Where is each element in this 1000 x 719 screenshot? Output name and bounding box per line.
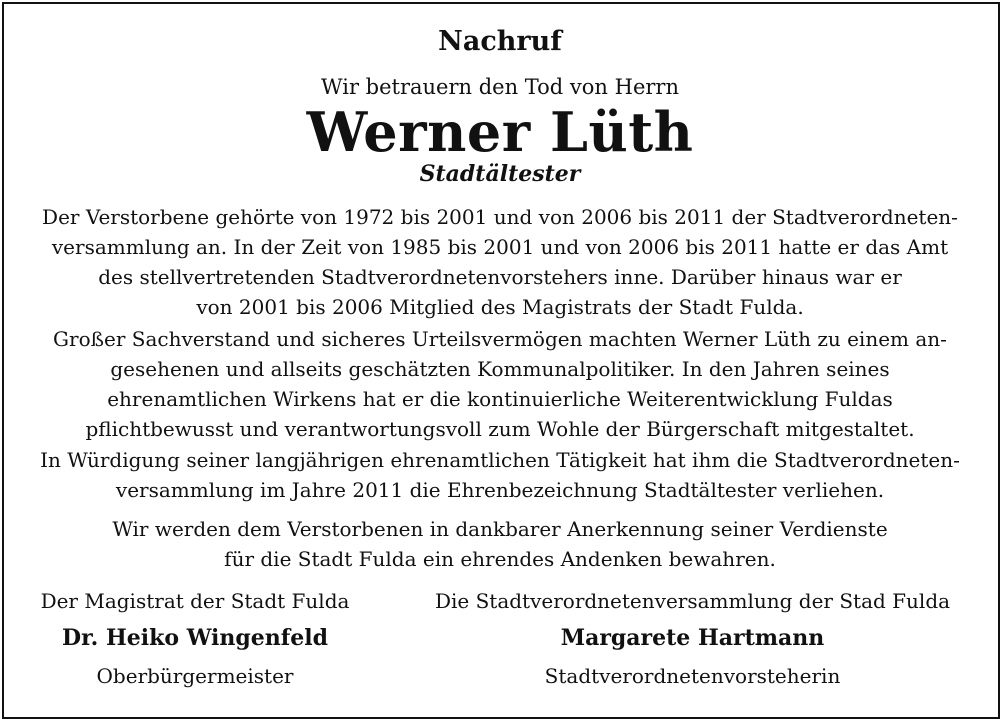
text-line: versammlung an. In der Zeit von 1985 bis 2001 und von 2006 bis 2011 hatte er das Amt [51,235,949,259]
obituary-heading: Nachruf [438,26,562,57]
text-line: des stellvertretenden Stadtverordnetenvorstehers inne. Darüber hinaus war er [98,265,902,289]
text-line: Großer Sachverstand und sicheres Urteilsvermögen machten Werner Lüth zu einem an- [53,327,947,351]
text-line: In Würdigung seiner langjährigen ehrenamtlichen Tätigkeit hat ihm die Stadtverordneten- [40,448,960,472]
text-line: für die Stadt Fulda ein ehrendes Andenken bewahren. [224,547,776,571]
text-line: gesehenen und allseits geschätzten Kommunalpolitiker. In den Jahren seines [110,357,890,381]
signatory-organization: Der Magistrat der Stadt Fulda [40,589,350,613]
paragraph-closing [0,514,1000,574]
signatory-magistrat [0,586,390,691]
text-line: ehrenamtlichen Wirkens hat er die kontinuierliche Weiterentwicklung Fuldas [107,387,893,411]
signatory-assembly [385,586,1000,691]
paragraph-honor [0,445,1000,505]
paragraph-career [0,202,1000,322]
text-line: versammlung im Jahre 2011 die Ehrenbezeichnung Stadtältester verliehen. [115,478,885,502]
signatory-organization: Die Stadtverordnetenversammlung der Stad Fulda [434,589,951,613]
deceased-name: Werner Lüth [306,100,694,164]
text-line: pflichtbewusst und verantwortungsvoll zum Wohle der Bürgerschaft mitgestaltet. [85,417,915,441]
text-line: Der Verstorbene gehörte von 1972 bis 2001 und von 2006 bis 2011 der Stadtverordneten- [42,205,958,229]
text-line: von 2001 bis 2006 Mitglied des Magistrats der Stadt Fulda. [196,295,804,319]
honorific-title: Stadtältester [419,161,581,187]
signatory-title: Stadtverordnetenvorsteherin [544,664,841,688]
intro-text: Wir betrauern den Tod von Herrn [321,75,679,99]
text-line: Wir werden dem Verstorbenen in dankbarer Anerkennung seiner Verdienste [112,517,888,541]
signatory-title: Oberbürgermeister [96,664,294,688]
signatory-name: Margarete Hartmann [560,625,825,651]
signatory-name: Dr. Heiko Wingenfeld [62,625,328,651]
paragraph-appreciation [0,324,1000,444]
